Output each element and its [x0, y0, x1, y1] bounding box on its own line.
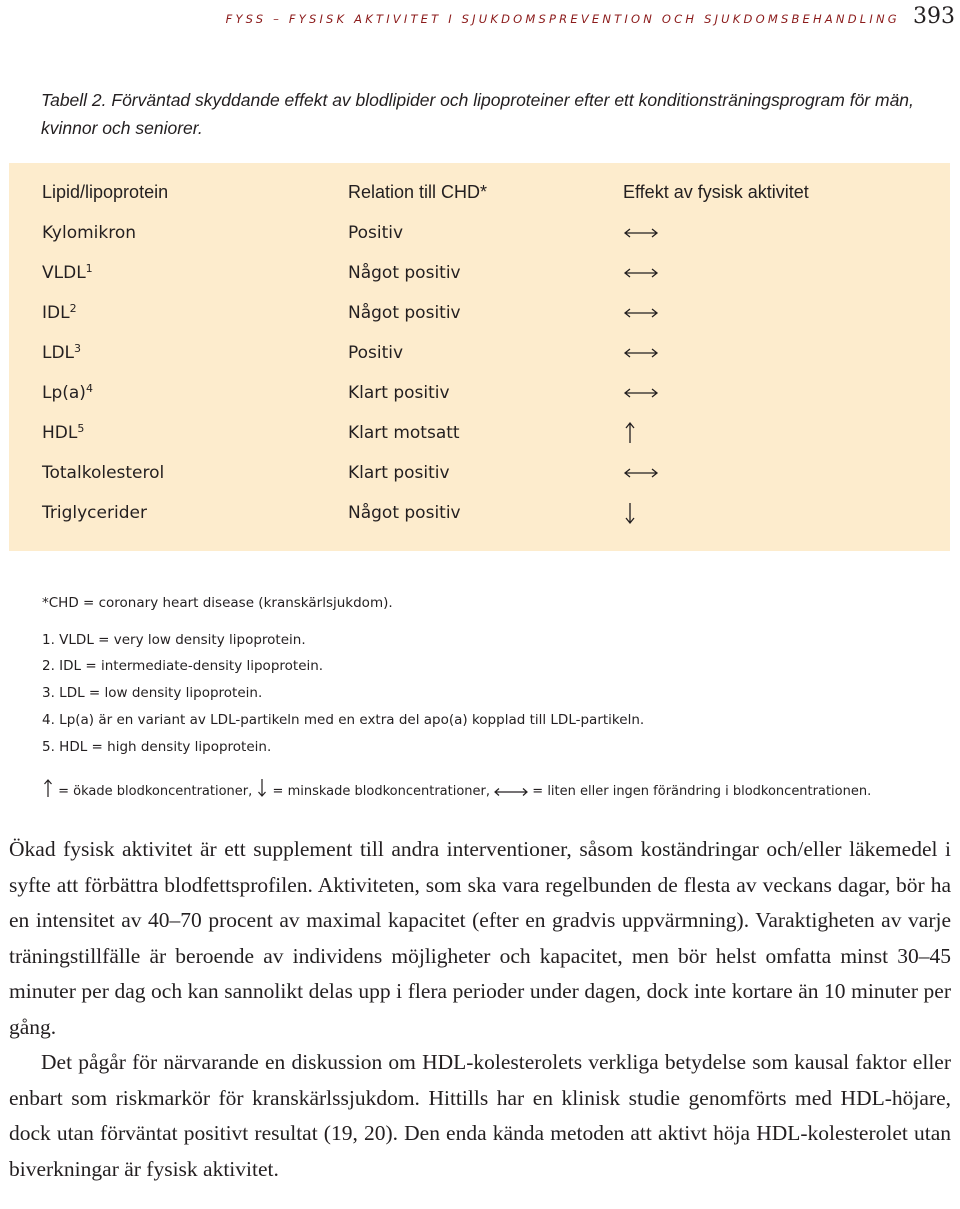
footnote-item: 4. Lp(a) är en variant av LDL-partikeln med en extra del apo(a) kopplad till LDL-partikeln.	[42, 712, 645, 728]
table-caption: Tabell 2. Förväntad skyddande effekt av blodlipider och lipoproteiner efter ett konditionsträningsprogram för män, kvinnor och seniorer.	[41, 90, 914, 138]
table-row-relation: Något positiv	[348, 503, 461, 523]
table-row-lipid: IDL$^2$	[42, 302, 77, 323]
no-change-arrow-icon	[623, 266, 659, 280]
table-row-relation: Något positiv	[348, 303, 461, 323]
table-row-relation: Något positiv	[348, 263, 461, 283]
decrease-arrow-icon	[256, 778, 268, 798]
table-row-lipid: $Lp(a)^4$	[42, 382, 93, 403]
body-text	[9, 832, 951, 1187]
no-change-arrow-icon	[623, 306, 659, 320]
table-row-relation: Positiv	[348, 223, 404, 243]
no-change-arrow-icon	[623, 466, 659, 480]
column-header-lipid: Lipid/lipoprotein	[42, 182, 169, 202]
footnote-item: 5. HDL = high density lipoprotein.	[42, 739, 272, 755]
legend-decrease-text: = minskade blodkoncentrationer,	[272, 784, 491, 799]
table-row-relation: Klart positiv	[348, 383, 450, 403]
table-row-lipid: Kylomikron	[42, 223, 137, 243]
table-row-lipid: Triglycerider	[42, 503, 147, 523]
body-paragraph: Ökad fysisk aktivitet är ett supplement till andra interventioner, såsom koständringar och/eller läkemedel i syfte att förbättra blodfettsprofilen. Aktiviteten, som ska vara regelbunden de flesta av veckans dagar, bör ha en intensitet av 40–70 procent av maximal kapacitet (efter en gradvis uppvärmning). Varaktigheten av varje träningstillfälle är beroende av individens möjligheter och kapacitet, men bör helst omfatta minst 30–45 minuter per dag och kan sannolikt delas upp i flera perioder under dagen, dock inte kortare än 10 minuter per gång.	[9, 837, 951, 1039]
arrow-legend	[42, 778, 952, 802]
table-row-relation: Klart motsatt	[348, 423, 460, 443]
increase-arrow-icon	[42, 778, 54, 798]
table-row-relation: Klart positiv	[348, 463, 450, 483]
lipid-table	[9, 163, 950, 551]
body-paragraph: Det pågår för närvarande en diskussion om HDL-kolesterolets verkliga betydelse som kausal faktor eller enbart som riskmarkör för kranskärlssjukdom. Hittills har en klinisk studie genomförts med HDL-höjare, dock utan förväntat positivt resultat (19, 20). Den enda kända metoden att aktivt höja HDL-kolesterolet utan biverkningar är fysisk aktivitet.	[9, 1050, 951, 1181]
no-change-arrow-icon	[623, 346, 659, 360]
no-change-arrow-icon	[623, 226, 659, 240]
table-row-lipid: Totalkolesterol	[42, 463, 165, 483]
footnote-item: 1. VLDL = very low density lipoprotein.	[42, 632, 306, 648]
legend-increase-text: = ökade blodkoncentrationer,	[58, 784, 253, 799]
column-header-relation: Relation till CHD*	[348, 182, 488, 202]
table-row-lipid: LDL$^3$	[42, 342, 82, 363]
no-change-arrow-icon	[623, 386, 659, 400]
footnote-item: 3. LDL = low density lipoprotein.	[42, 685, 263, 701]
table-row-lipid: HDL$^5$	[42, 422, 85, 443]
footnote-item: 2. IDL = intermediate-density lipoprotein.	[42, 658, 324, 674]
decrease-arrow-icon	[623, 501, 637, 525]
page-number: 393	[913, 4, 955, 29]
page-header	[0, 0, 955, 34]
column-header-effect: Effekt av fysisk aktivitet	[623, 182, 809, 202]
table-row-lipid: VLDL$^1$	[42, 262, 93, 283]
increase-arrow-icon	[623, 421, 637, 445]
no-change-arrow-icon	[494, 786, 528, 798]
legend-no-change-text: = liten eller ingen förändring i blodkoncentrationen.	[532, 784, 872, 799]
table-row-relation: Positiv	[348, 343, 404, 363]
footnote-chd: *CHD = coronary heart disease (kranskärlsjukdom).	[42, 595, 393, 611]
running-title: FYSS – FYSISK AKTIVITET I SJUKDOMSPREVENTION OCH SJUKDOMSBEHANDLING	[225, 12, 900, 26]
